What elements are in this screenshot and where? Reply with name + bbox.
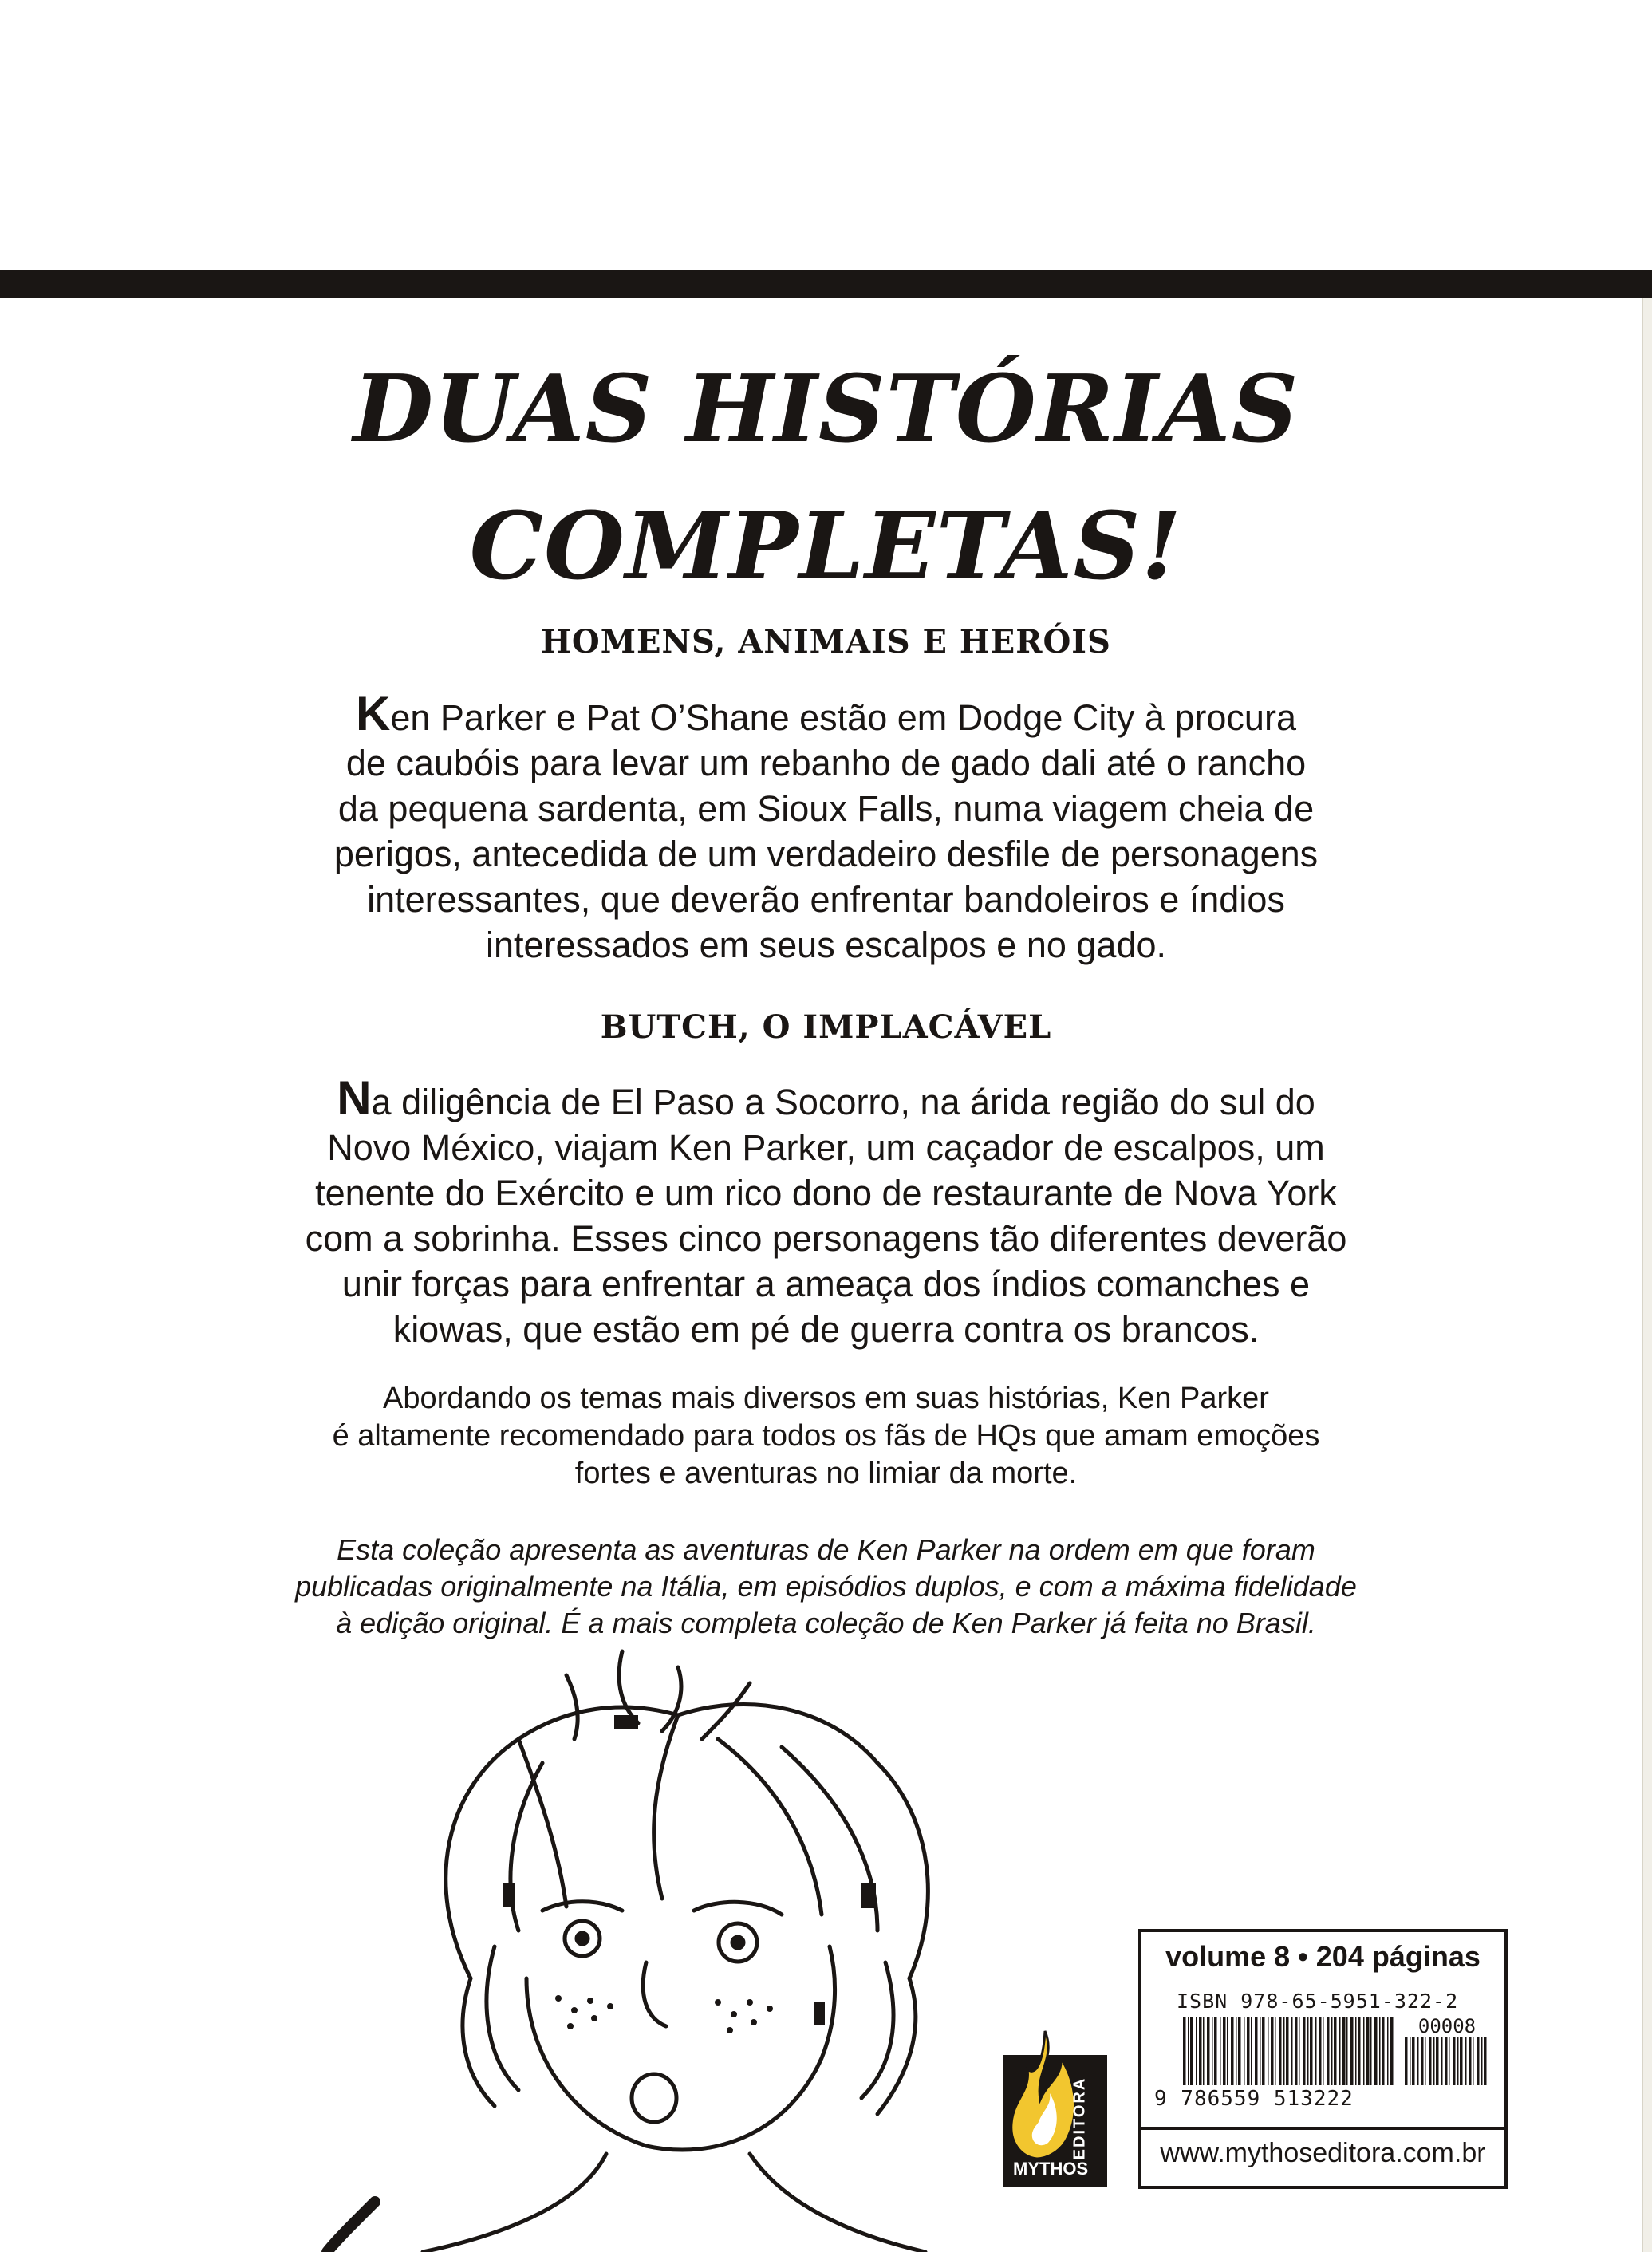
barcode-bar [1238, 2017, 1241, 2085]
story-2-synopsis [239, 1071, 1413, 1352]
synopsis-line: da pequena sardenta, em Sioux Falls, numa viagem cheia de [337, 788, 1315, 829]
barcode-bar [1286, 2017, 1289, 2085]
barcode-bar [1271, 2017, 1274, 2085]
barcode-bar [1295, 2017, 1298, 2085]
addon-barcode [1403, 2037, 1491, 2085]
addon-digits: 00008 [1417, 2015, 1477, 2037]
barcode-bar [1405, 2037, 1408, 2085]
barcode-bar [1334, 2017, 1337, 2085]
barcode-bar [1255, 2017, 1258, 2085]
synopsis-line: com a sobrinha. Esses cinco personagens tão diferentes deverão [305, 1218, 1347, 1259]
barcode-bar [1275, 2017, 1276, 2085]
barcode-bar [1307, 2017, 1309, 2085]
barcode-bar [1350, 2017, 1354, 2085]
barcode-bar [1366, 2017, 1370, 2085]
headline-line-1: DUAS HISTÓRIAS [353, 355, 1299, 463]
barcode-bar [1231, 2017, 1234, 2085]
barcode-bar [1279, 2017, 1282, 2085]
barcode-bar [1460, 2037, 1463, 2085]
barcode-bar [1441, 2037, 1443, 2085]
barcode-bar [1339, 2017, 1341, 2085]
barcode-bar [1473, 2037, 1474, 2085]
barcode-bar [1412, 2037, 1415, 2085]
barcode-bar [1363, 2017, 1365, 2085]
barcode-bar [1421, 2037, 1424, 2085]
barcode-bar [1236, 2017, 1237, 2085]
synopsis-line: unir forças para enfrentar a ameaça dos índios comanches e [341, 1264, 1311, 1304]
barcode-bar [1379, 2017, 1381, 2085]
barcode-bar [1429, 2037, 1432, 2085]
barcode-bar [1214, 2017, 1217, 2085]
collection-note [239, 1532, 1413, 1642]
isbn-text: ISBN 978-65-5951-322-2 [1177, 1990, 1459, 2013]
barcode-bar [1315, 2017, 1317, 2085]
synopsis-line: en Parker e Pat O’Shane estão em Dodge City à procura [390, 697, 1296, 738]
barcode-bar [1355, 2017, 1357, 2085]
barcode-bar [1417, 2037, 1419, 2085]
barcode-bar [1410, 2037, 1411, 2085]
barcode-bar [1190, 2017, 1193, 2085]
barcode-bar [1374, 2017, 1378, 2085]
barcode-bar [1327, 2017, 1330, 2085]
barcode-bar [1283, 2017, 1285, 2085]
barcode-bar [1390, 2017, 1394, 2085]
barcode-bar [1370, 2017, 1372, 2085]
barcode-bar [1247, 2017, 1250, 2085]
barcode-bar [1319, 2017, 1322, 2085]
barcode-bar [1382, 2017, 1385, 2085]
girl-illustration [303, 1643, 1061, 2252]
story-1-synopsis [239, 687, 1413, 968]
barcode-bar [1183, 2017, 1186, 2085]
ean-barcode [1181, 2017, 1397, 2085]
website-url: www.mythoseditora.com.br [1160, 2138, 1486, 2168]
barcode-bar [1268, 2017, 1269, 2085]
publisher-label: EDITORA [1070, 2076, 1089, 2160]
story-2-title: BUTCH, O IMPLACÁVEL [600, 1008, 1052, 1046]
barcode-bar [1387, 2017, 1389, 2085]
publisher-label-wrap [1070, 2061, 1106, 2181]
barcode-bar [1425, 2037, 1426, 2085]
barcode-bar [1244, 2017, 1245, 2085]
note-line: Esta coleção apresenta as aventuras de Ken Parker na ordem em que foram [337, 1533, 1315, 1566]
barcode-bar [1196, 2017, 1197, 2085]
barcode-bar [1477, 2037, 1480, 2085]
note-line: publicadas originalmente na Itália, em episódios duplos, e com a máxima fidelidade [295, 1570, 1357, 1603]
volume-pages: volume 8 • 204 páginas [1165, 1940, 1480, 1973]
barcode-bar [1291, 2017, 1293, 2085]
series-pitch [271, 1380, 1381, 1493]
barcode-bar [1453, 2037, 1456, 2085]
note-line: à edição original. É a mais completa coleção de Ken Parker já feita no Brasil. [336, 1607, 1316, 1639]
barcode-bar [1212, 2017, 1213, 2085]
barcode-bar [1199, 2017, 1202, 2085]
barcode-bar [1484, 2037, 1487, 2085]
publisher-name: MYTHOS [1013, 2159, 1089, 2179]
synopsis-line: kiowas, que estão em pé de guerra contra os brancos. [392, 1309, 1260, 1350]
barcode-bar [1457, 2037, 1459, 2085]
barcode-bar [1260, 2017, 1261, 2085]
synopsis-line: Novo México, viajam Ken Parker, um caçador de escalpos, um [327, 1127, 1325, 1168]
drop-initial: N [337, 1071, 372, 1125]
ean-digits: 9 786559 513222 [1154, 2087, 1354, 2111]
barcode-bar [1346, 2017, 1348, 2085]
barcode-bar [1303, 2017, 1306, 2085]
publisher-logo [1003, 2026, 1107, 2187]
barcode-bar [1227, 2017, 1228, 2085]
barcode-bar [1358, 2017, 1361, 2085]
synopsis-line: interessados em seus escalpos e no gado. [485, 925, 1167, 965]
pitch-line: é altamente recomendado para todos os fãs de HQs que amam emoções [332, 1419, 1320, 1453]
pitch-line: fortes e aventuras no limiar da morte. [574, 1457, 1078, 1490]
barcode-bar [1465, 2037, 1467, 2085]
barcode-bar [1481, 2037, 1483, 2085]
synopsis-line: de caubóis para levar um rebanho de gado dali até o rancho [345, 743, 1307, 783]
story-1-title: HOMENS, ANIMAIS E HERÓIS [541, 623, 1111, 661]
box-divider [1141, 2127, 1504, 2130]
barcode-bar [1433, 2037, 1435, 2085]
barcode-bar [1223, 2017, 1226, 2085]
barcode-bar [1449, 2037, 1450, 2085]
barcode-bar [1469, 2037, 1472, 2085]
barcode-bar [1310, 2017, 1313, 2085]
synopsis-line: interessantes, que deverão enfrentar bandoleiros e índios [367, 879, 1285, 920]
barcode-bar [1323, 2017, 1324, 2085]
drop-initial: K [356, 687, 391, 740]
barcode-bar [1251, 2017, 1252, 2085]
pitch-line: Abordando os temas mais diversos em suas histórias, Ken Parker [383, 1382, 1269, 1415]
barcode-bar [1207, 2017, 1210, 2085]
product-info-box [1138, 1929, 1508, 2189]
barcode-bar [1436, 2037, 1439, 2085]
barcode-bar [1262, 2017, 1265, 2085]
barcode-bar [1445, 2037, 1448, 2085]
barcode-bar [1299, 2017, 1300, 2085]
barcode-bar [1220, 2017, 1221, 2085]
synopsis-line: tenente do Exército e um rico dono de restaurante de Nova York [315, 1173, 1337, 1213]
headline-line-2: COMPLETAS! [469, 492, 1183, 601]
barcode-bar [1331, 2017, 1333, 2085]
top-black-band [0, 270, 1652, 298]
synopsis-line: a diligência de El Paso a Socorro, na árida região do sul do [371, 1082, 1315, 1122]
barcode-bar [1188, 2017, 1189, 2085]
synopsis-line: perigos, antecedida de um verdadeiro desfile de personagens [333, 834, 1319, 874]
barcode-bar [1203, 2017, 1205, 2085]
barcode-bar [1342, 2017, 1346, 2085]
